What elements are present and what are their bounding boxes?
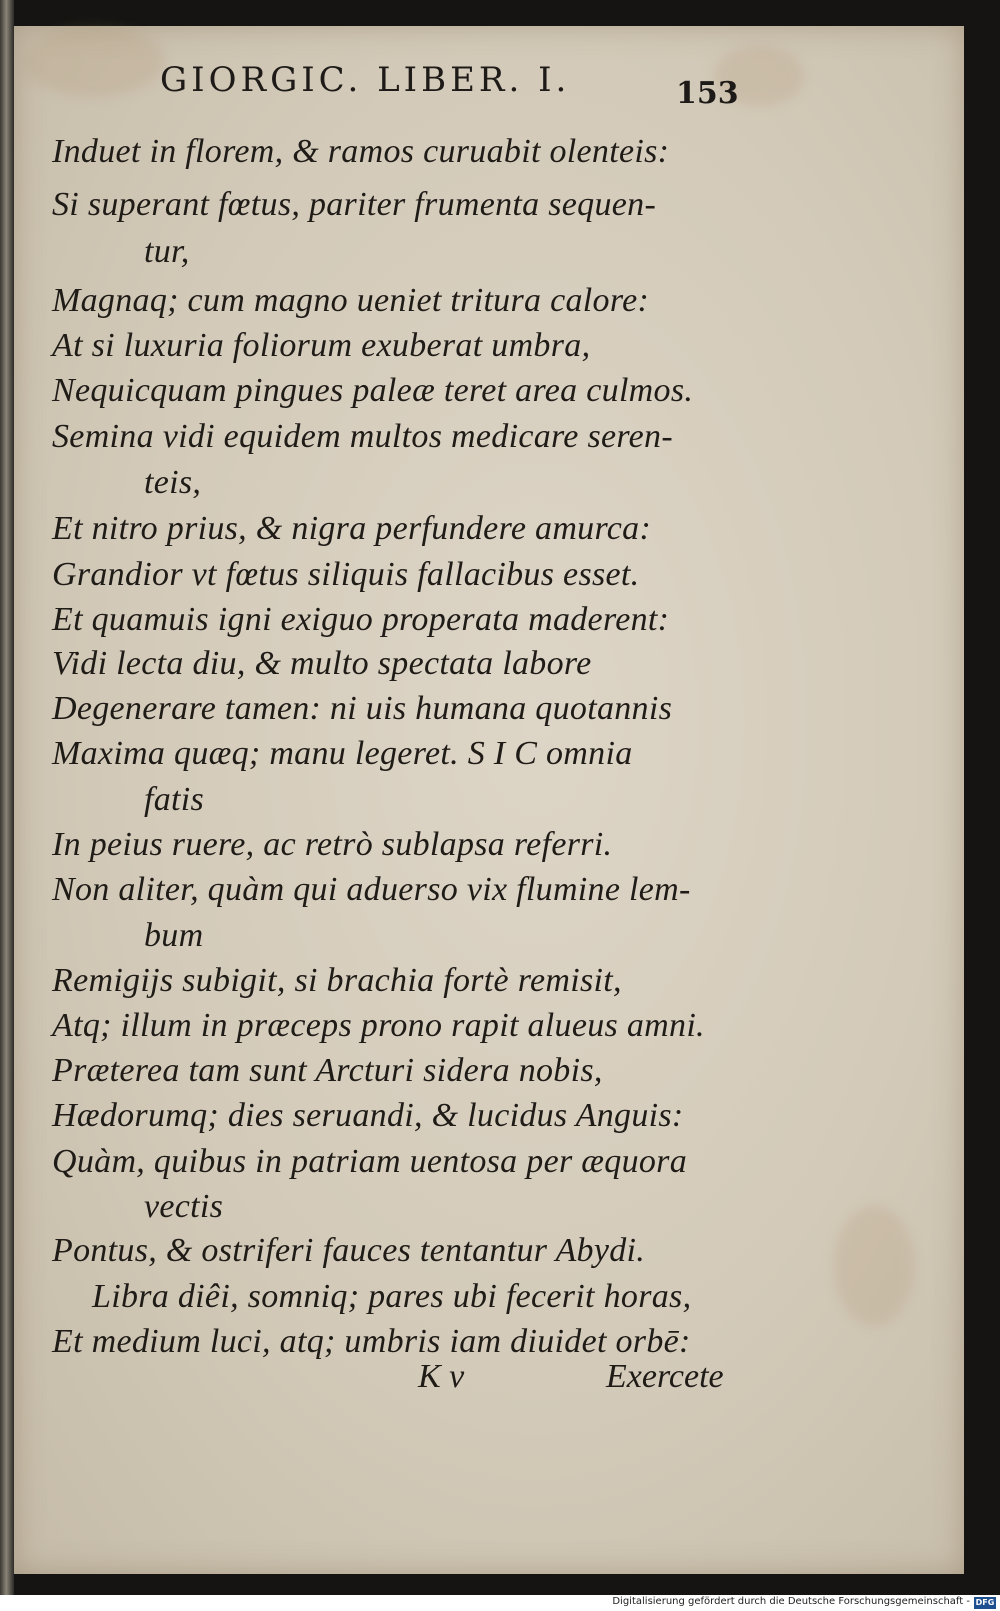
verse-line-turnover: tur, [144, 233, 190, 270]
paper-stain [834, 1206, 914, 1326]
verse-line: Hædorumq; dies seruandi, & lucidus Anguis: [52, 1097, 684, 1134]
verse-line: Et quamuis igni exiguo properata maderent: [52, 601, 670, 638]
verse-line: Atq; illum in præceps prono rapit alueus amni. [52, 1007, 705, 1044]
verse-line: Non aliter, quàm qui aduerso vix flumine lem- [52, 871, 691, 908]
verse-line: Induet in florem, & ramos curuabit olenteis: [52, 133, 670, 170]
page-number: 153 [676, 76, 739, 111]
paper-stain [24, 26, 164, 96]
verse-line-turnover: bum [144, 917, 204, 954]
signature-mark: K v [418, 1358, 465, 1395]
verse-line: Degenerare tamen: ni uis humana quotannis [52, 690, 673, 727]
verse-line: Vidi lecta diu, & multo spectata labore [52, 645, 592, 682]
verse-line-indented: Libra diêi, somniq; pares ubi fecerit horas, [92, 1278, 692, 1315]
dfg-logo: DFG [975, 1598, 995, 1607]
verse-line: Pontus, & ostriferi fauces tentantur Abydi. [52, 1232, 646, 1269]
verse-line: Semina vidi equidem multos medicare seren- [52, 418, 673, 455]
digitization-credit: Digitalisierung gefördert durch die Deutsche Forschungsgemeinschaft - [612, 1596, 970, 1607]
book-binding-edge [0, 0, 14, 1595]
verse-line: Magnaq; cum magno ueniet tritura calore: [52, 282, 650, 319]
verse-line: In peius ruere, ac retrò sublapsa referri. [52, 826, 613, 863]
verse-line: Nequicquam pingues paleæ teret area culmos. [52, 372, 694, 409]
verse-line: Si superant fœtus, pariter frumenta sequen- [52, 186, 657, 223]
verse-line-turnover: vectis [144, 1188, 224, 1225]
verse-line: Quàm, quibus in patriam uentosa per æquora [52, 1143, 688, 1180]
verse-line: Et nitro prius, & nigra perfundere amurca: [52, 510, 652, 547]
verse-line: Grandior vt fœtus siliquis fallacibus esset. [52, 556, 640, 593]
verse-line: Maxima quæq; manu legeret. S I C omnia [52, 735, 633, 772]
verse-line: At si luxuria foliorum exuberat umbra, [52, 327, 591, 364]
verse-line: Præterea tam sunt Arcturi sidera nobis, [52, 1052, 603, 1089]
verse-line-turnover: teis, [144, 464, 202, 501]
running-head: GIORGIC. LIBER. I. [160, 60, 571, 100]
catchword: Exercete [606, 1358, 724, 1395]
verse-line: Remigijs subigit, si brachia fortè remisit, [52, 962, 622, 999]
verse-line-turnover: fatis [144, 781, 205, 818]
verse-line: Et medium luci, atq; umbris iam diuidet orbē: [52, 1323, 691, 1360]
